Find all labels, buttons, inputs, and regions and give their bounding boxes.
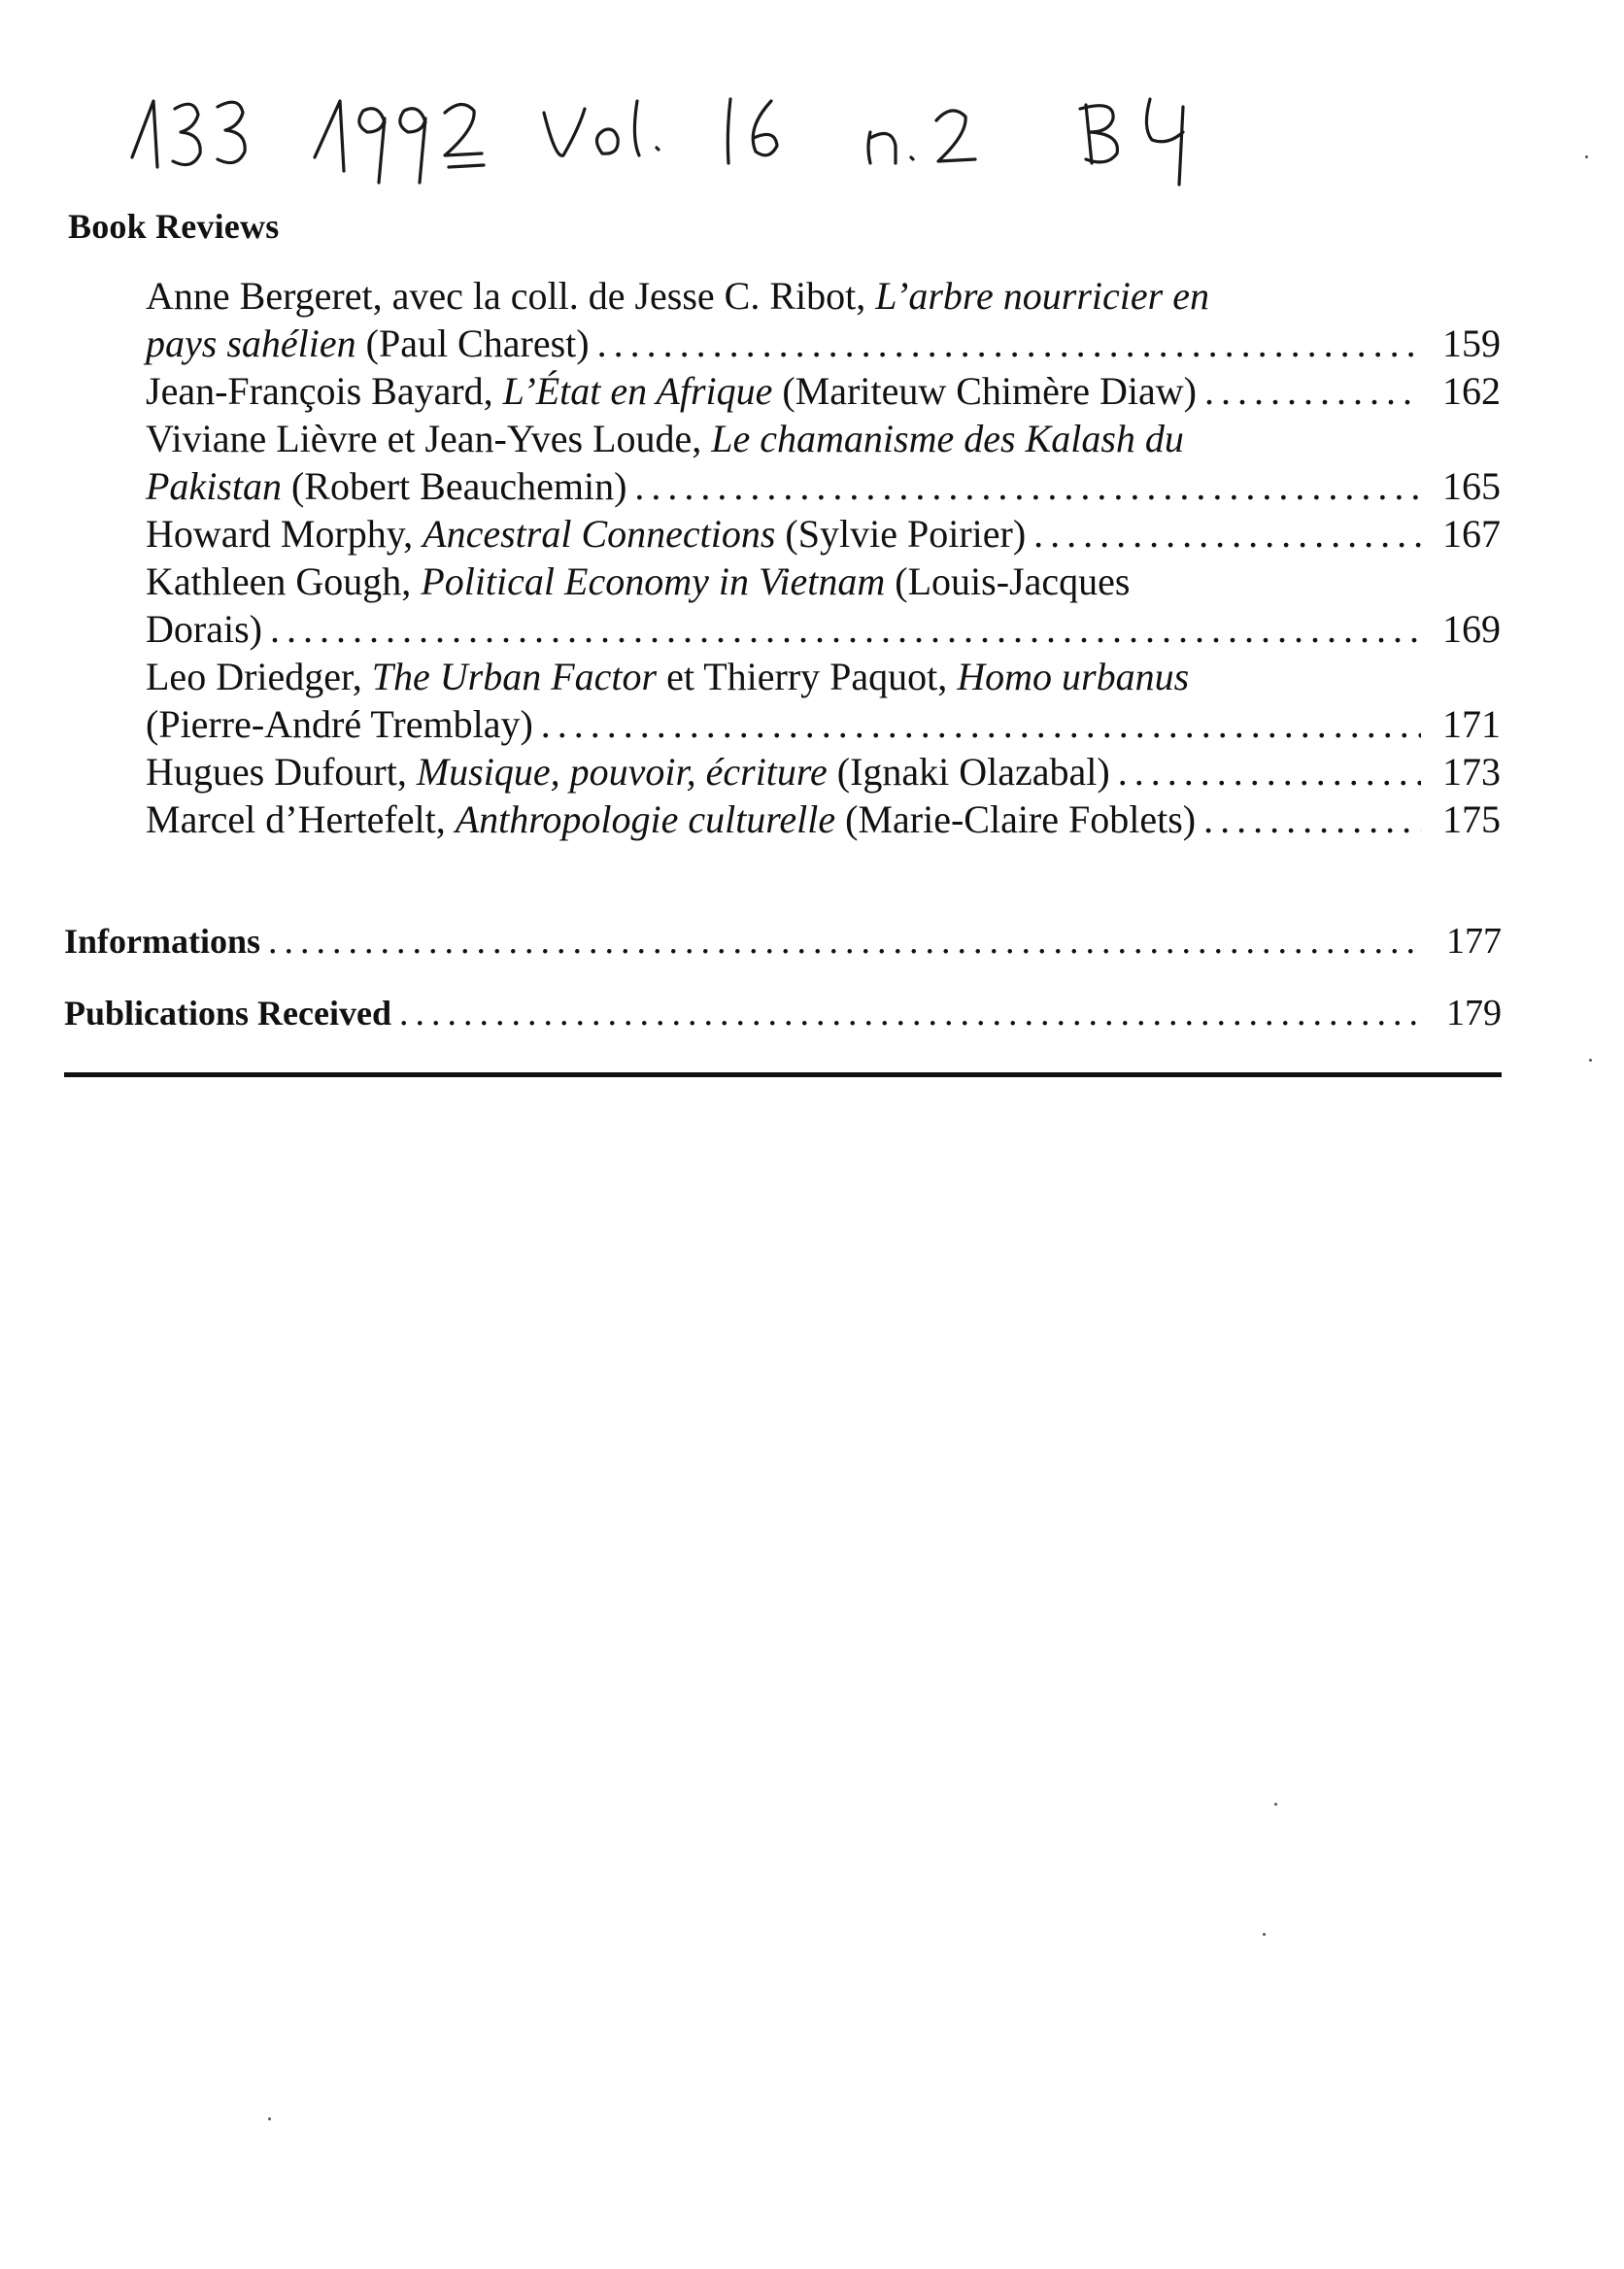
review-entry <box>146 796 1501 843</box>
dot-leader <box>1203 796 1421 843</box>
review-entry <box>146 558 1501 653</box>
scan-speck <box>1585 155 1588 158</box>
horizontal-rule <box>64 1072 1502 1077</box>
page-number: 173 <box>1442 750 1501 794</box>
section-informations: Informations ..... 177 <box>64 917 1502 965</box>
review-entry <box>146 272 1501 367</box>
page-number: 175 <box>1442 797 1501 841</box>
review-entry <box>146 653 1501 748</box>
review-entry-line: Anne Bergeret, avec la coll. de Jesse C. Ribot, L’arbre nourricier en <box>146 274 1209 318</box>
review-entry <box>146 415 1501 510</box>
book-reviews-list <box>146 272 1501 843</box>
review-entry <box>146 748 1501 796</box>
review-entry-line: Pakistan (Robert Beauchemin) ..... 165 <box>146 462 1501 510</box>
scan-speck <box>1274 1803 1277 1806</box>
review-entry-line: Dorais) ..... 169 <box>146 605 1501 653</box>
review-entry-line: Marcel d’Hertefelt, Anthropologie culturelle (Marie-Claire Foblets) ..... 175 <box>146 796 1501 843</box>
dot-leader <box>399 989 1422 1037</box>
page-number: 165 <box>1442 464 1501 508</box>
dot-leader <box>597 320 1421 367</box>
page-number: 171 <box>1442 702 1501 746</box>
handwritten-annotation <box>124 89 1290 196</box>
other-sections <box>64 917 1502 1061</box>
dot-leader <box>541 700 1421 748</box>
page-number: 167 <box>1442 512 1501 556</box>
page-number: 162 <box>1442 369 1501 413</box>
dot-leader <box>268 917 1422 965</box>
page-number: 169 <box>1442 607 1501 651</box>
dot-leader <box>634 462 1421 510</box>
review-entry-line: (Pierre-André Tremblay) ..... 171 <box>146 700 1501 748</box>
dot-leader <box>270 605 1421 653</box>
section-publications-received: Publications Received ..... 179 <box>64 989 1502 1037</box>
review-entry-line: Howard Morphy, Ancestral Connections (Sylvie Poirier) ..... 167 <box>146 510 1501 558</box>
review-entry-line: Leo Driedger, The Urban Factor et Thierry Paquot, Homo urbanus <box>146 655 1190 698</box>
review-entry-line: Viviane Lièvre et Jean-Yves Loude, Le chamanisme des Kalash du <box>146 417 1184 460</box>
dot-leader <box>1204 367 1421 415</box>
review-entry-line: Kathleen Gough, Political Economy in Vietnam (Louis-Jacques <box>146 559 1131 603</box>
page-number: 159 <box>1442 322 1501 365</box>
scan-speck <box>1263 1933 1266 1936</box>
review-entry <box>146 367 1501 415</box>
scan-speck <box>1589 1059 1592 1062</box>
handwritten-annotation-drawing <box>124 89 1290 196</box>
review-entry-line: pays sahélien (Paul Charest) ..... 159 <box>146 320 1501 367</box>
dot-leader <box>1033 510 1421 558</box>
review-entry-line: Jean-François Bayard, L’État en Afrique (Mariteuw Chimère Diaw) ..... 162 <box>146 367 1501 415</box>
review-entry <box>146 510 1501 558</box>
review-entry-line: Hugues Dufourt, Musique, pouvoir, écriture (Ignaki Olazabal) ..... 173 <box>146 748 1501 796</box>
page-number: 179 <box>1446 993 1502 1033</box>
dot-leader <box>1118 748 1421 796</box>
book-reviews-heading: Book Reviews <box>68 207 280 246</box>
scan-speck <box>268 2117 271 2120</box>
page-number: 177 <box>1446 921 1502 962</box>
